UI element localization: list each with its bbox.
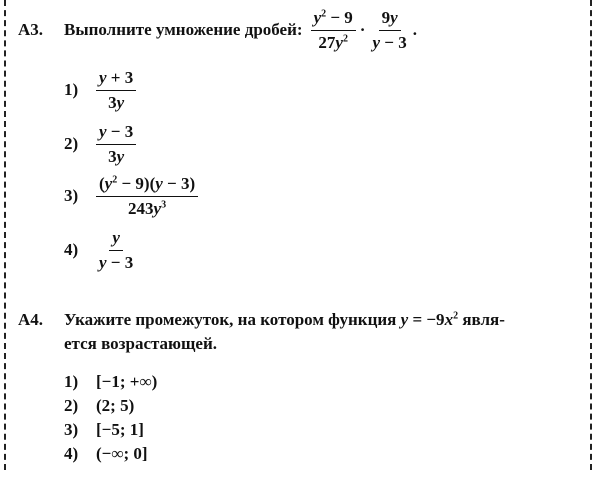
a3-fraction-1: $\frac{y^2 - 9}{27y^2}$ <box>311 8 356 52</box>
option-number: 3) <box>64 420 79 439</box>
a4-option-1[interactable] <box>64 372 157 392</box>
option-fraction: $\frac{y - 3}{3y}$ <box>96 122 136 166</box>
option-text: [−5; 1] <box>96 420 144 439</box>
option-number: 3) <box>64 186 79 206</box>
a4-option-4[interactable] <box>64 444 148 464</box>
question-a4-line-2: ется возрастающей. <box>64 334 217 353</box>
a3-option-1[interactable] <box>64 68 136 112</box>
option-fraction: $\frac{(y^2 - 9)(y - 3)}{243y^3}$ <box>96 174 198 218</box>
option-fraction: $\frac{y + 3}{3y}$ <box>96 68 136 112</box>
a3-option-2[interactable] <box>64 122 136 166</box>
question-a3-number: А3. <box>18 20 44 39</box>
option-text: (−∞; 0] <box>96 444 148 463</box>
option-number: 2) <box>64 396 79 415</box>
question-a3-prompt: Выполните умножение дробей: <box>64 20 303 39</box>
right-dashed-border <box>590 0 592 470</box>
a3-fraction-2: $\frac{9y}{y - 3}$ <box>372 7 407 52</box>
multiply-dot: · <box>359 20 366 39</box>
option-number: 2) <box>64 134 79 154</box>
question-a4-number: А4. <box>18 310 44 329</box>
option-number: 1) <box>64 372 79 391</box>
question-a3-statement <box>64 8 417 52</box>
question-a4-line-1: Укажите промежуток, на котором функция $y = -9x^2$ явля- <box>64 310 505 329</box>
a3-option-3[interactable] <box>64 174 198 218</box>
option-text: (2; 5) <box>96 396 135 415</box>
a3-period: . <box>412 20 417 39</box>
option-text: [−1; +∞) <box>96 372 158 391</box>
option-number: 4) <box>64 240 79 260</box>
left-dashed-border <box>4 0 6 470</box>
option-number: 4) <box>64 444 79 463</box>
option-fraction: $\frac{y}{y - 3}$ <box>99 228 134 272</box>
option-number: 1) <box>64 80 79 100</box>
a4-option-2[interactable] <box>64 396 134 416</box>
a3-option-4[interactable] <box>64 228 136 272</box>
a4-option-3[interactable] <box>64 420 144 440</box>
